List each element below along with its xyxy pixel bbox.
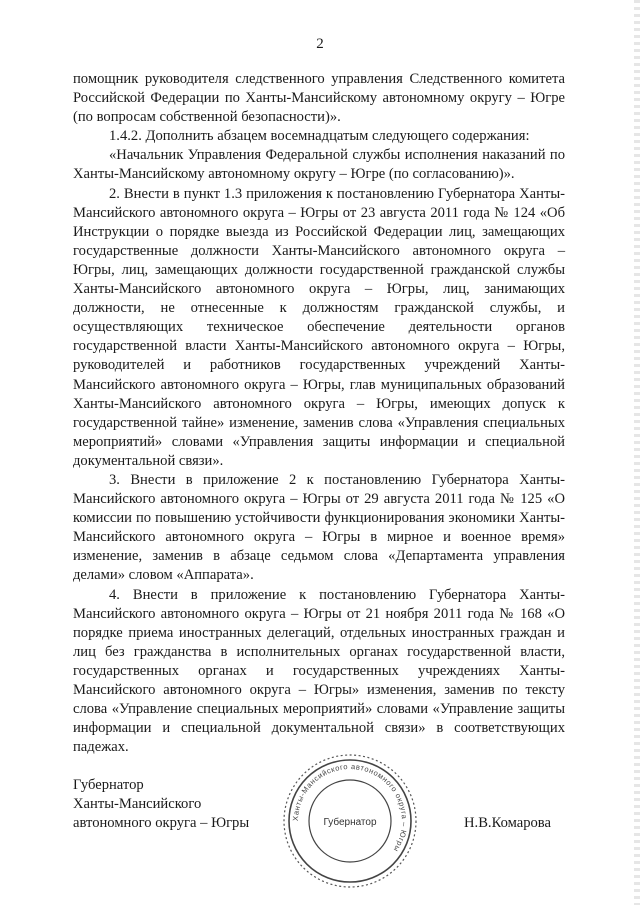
signatory-position-line: автономного округа – Югры (73, 815, 250, 832)
seal-ring-text: Ханты-Мансийского автономного округа – Югры (290, 761, 410, 854)
signatory-name: Н.В.Комарова (464, 815, 551, 831)
scan-edge-artifact (634, 0, 640, 905)
paragraph-3: «Начальник Управления Федеральной службы исполнения наказаний по Ханты-Мансийскому автономному округу – Югре (по согласованию)». (73, 147, 565, 183)
signatory-position-line: Губернатор (73, 777, 144, 793)
paragraph-2: 1.4.2. Дополнить абзацем восемнадцатым следующего содержания: (109, 128, 530, 145)
paragraph-4: 2. Внести в пункт 1.3 приложения к постановлению Губернатора Ханты-Мансийского автономного округа – Югры от 23 августа 2011 года № 124 «Об Инструкции о порядке выезда из Российской Федерации лиц, замещающих государственные должности Ханты-Мансийского автономного округа – Югры, лиц, замещающих должности государственной гражданской службы Ханты-Мансийского автономного округа – Югры, лиц, занимающих должности, не отнесенные к должностям гражданской службы, и осуществляющих техническое обеспечение деятельности органов государственной власти Ханты-Мансийского автономного округа – Югры, руководителей и работников государственных учреждений Ханты-Мансийского автономного округа – Югры, глав муниципальных образований Ханты-Мансийского автономного округа – Югры, имеющих допуск к государственной тайне» изменение, заменив слова «Управления специальных мероприятий» словами «Управления защиты информации и специальной документальной связи». (73, 185, 565, 469)
page-number: 2 (316, 36, 324, 52)
seal-center-text: Губернатор (323, 817, 377, 828)
signatory-position-line: Ханты-Мансийского (73, 796, 202, 813)
paragraph-1: помощник руководителя следственного управления Следственного комитета Российской Федерации по Ханты-Мансийскому автономному округу – Югре (по вопросам собственной безопасности)». (73, 71, 565, 126)
paragraph-6: 4. Внести в приложение к постановлению Губернатора Ханты-Мансийского автономного округа – Югры от 21 ноября 2011 года № 168 «О порядке приема иностранных делегаций, отдельных иностранных граждан и лиц без гражданства в исполнительных органах государственной власти, государственных органах и государственных учреждениях Ханты-Мансийского автономного округа – Югры» изменения, заменив по тексту слова «Управление специальных мероприятий» словами «Управление защиты информации и специальной документальной связи» в соответствующих падежах. (73, 586, 565, 756)
official-seal (281, 752, 419, 890)
paragraph-5: 3. Внести в приложение 2 к постановлению Губернатора Ханты-Мансийского автономного округа – Югры от 29 августа 2011 года № 125 «О комиссии по повышению устойчивости функционирования экономики Ханты-Мансийского автономного округа – Югры в мирное и военное время» изменение, заменив в абзаце седьмом слова «Департамента управления делами» словом «Аппарата». (73, 471, 565, 584)
signatory-position (73, 776, 249, 834)
document-body (73, 70, 565, 757)
